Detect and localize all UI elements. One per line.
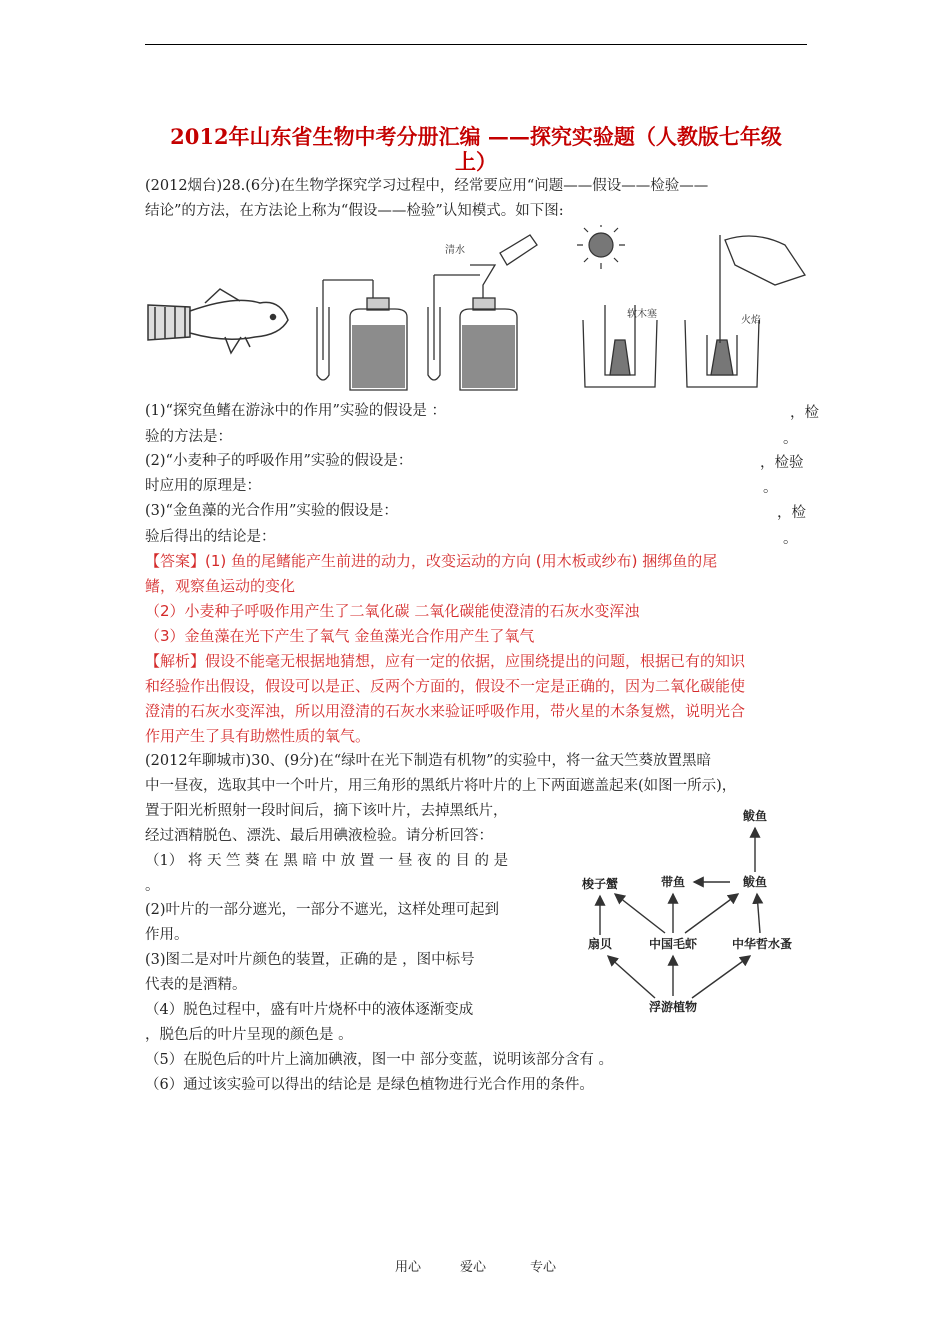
q2-line-11: （4）脱色过程中，盛有叶片烧杯中的液体逐渐变成: [145, 1002, 474, 1018]
footer-c: 专心: [530, 1260, 557, 1275]
q2-line-12: ，脱色后的叶片呈现的颜色是 。: [145, 1027, 353, 1043]
experiment-figure: [145, 225, 813, 395]
q2-line-3: 置于阳光析照射一段时间后，摘下该叶片，去掉黑纸片，: [145, 803, 508, 819]
node-row2-1: 带鱼: [660, 875, 686, 889]
q2-line-9: (3)图二是对叶片颜色的装置，正确的是 ，图中标号: [145, 952, 475, 968]
test-tube-1: [317, 280, 329, 380]
node-row3-1: 中国毛虾: [648, 937, 698, 951]
q1-s2a: (2)“小麦种子的呼吸作用”实验的假设是：: [145, 453, 413, 469]
title-line-2: 上）: [455, 149, 497, 174]
q1-s3a-end: ，检: [777, 505, 806, 521]
food-web-diagram: [570, 800, 810, 1025]
answer-line-3: （2）小麦种子呼吸作用产生了二氧化碳 二氧化碳能使澄清的石灰水变浑浊: [145, 602, 640, 620]
q1-s1a-end: ，检: [790, 405, 819, 421]
q1-s1a: (1)“探究鱼鳍在游泳中的作用”实验的假设是 ：: [145, 403, 446, 419]
footer-b: 爱心: [460, 1260, 487, 1275]
explanation-line-1: 【解析】假设不能毫无根据地猜想，应有一定的依据，应围绕提出的问题，根据已有的知识: [145, 652, 746, 670]
node-row3-0: 扇贝: [587, 937, 613, 951]
node-row2-0: 梭子蟹: [581, 877, 619, 891]
answer-line-4: （3）金鱼藻在光下产生了氧气 金鱼藻光合作用产生了氧气: [145, 627, 535, 645]
q1-intro-2: 结论”的方法，在方法论上称为“假设——检验”认知模式。如下图:: [145, 203, 564, 219]
explanation-line-2: 和经验作出假设，假设可以是正、反两个方面的，假设不一定是正确的，因为二氧化碳能使: [145, 677, 746, 695]
q1-s1b-end: 。: [783, 431, 798, 447]
q2-line-10: 代表的是酒精。: [145, 977, 247, 993]
q2-line-4: 经过酒精脱色、漂洗、最后用碘液检验。请分析回答：: [145, 828, 493, 844]
sun-icon: [577, 225, 625, 269]
q1-s2b-end: 。: [763, 480, 778, 496]
q1-s2a-end: ，检验: [760, 455, 804, 471]
q1-s1b: 验的方法是：: [145, 429, 232, 445]
answer-line-2: 鳍，观察鱼运动的变化: [145, 577, 296, 595]
node-base: 浮游植物: [648, 1000, 698, 1014]
q2-line-1: (2012年聊城市)30、(9分)在“绿叶在光下制造有机物”的实验中，将一盆天竺葵放置黑暗: [145, 753, 712, 769]
label-cork: 软木塞: [627, 309, 657, 320]
q2-line-2: 中一昼夜，选取其中一个叶片，用三角形的黑纸片将叶片的上下两面遮盖起来(如图一所示)，: [145, 778, 737, 794]
q2-line-7: (2)叶片的一部分遮光，一部分不遮光，这样处理可起到: [145, 902, 500, 918]
q1-s3b-end: 。: [783, 531, 798, 547]
q2-line-14: （6）通过该实验可以得出的结论是 是绿色植物进行光合作用的条件。: [145, 1077, 594, 1093]
footer-a: 用心: [395, 1260, 422, 1275]
beaker-2: [685, 235, 805, 387]
q2-line-13: （5）在脱色后的叶片上滴加碘液，图一中 部分变蓝，说明该部分含有 。: [145, 1052, 613, 1068]
answer-line-1: 【答案】(1) 鱼的尾鳍能产生前进的动力，改变运动的方向 (用木板或纱布) 捆绑鱼的尾: [145, 552, 718, 570]
q1-s3b: 验后得出的结论是：: [145, 529, 276, 545]
title-line-1: 2012年山东省生物中考分册汇编 ——探究实验题（人教版七年级: [170, 124, 782, 149]
q2-line-6: 。: [145, 878, 160, 894]
label-flame: 火焰: [741, 315, 761, 326]
node-row3-2: 中华哲水蚤: [731, 937, 793, 951]
header-rule: [145, 44, 807, 45]
node-top: 鲅鱼: [742, 809, 768, 823]
q1-s2b: 时应用的原理是：: [145, 478, 261, 494]
seed-bottle-1: [323, 280, 407, 390]
q1-s3a: (3)“金鱼藻的光合作用”实验的假设是：: [145, 503, 398, 519]
q1-intro-1: (2012烟台)28.(6分)在生物学探究学习过程中，经常要应用“问题——假设——检验——: [145, 178, 709, 194]
explanation-line-4: 作用产生了具有助燃性质的氧气。: [145, 727, 371, 745]
q2-line-8: 作用。: [145, 927, 189, 943]
q2-line-5: （1） 将 天 竺 葵 在 黑 暗 中 放 置 一 昼 夜 的 目 的 是: [145, 853, 509, 869]
explanation-line-3: 澄清的石灰水变浑浊，所以用澄清的石灰水来验证呼吸作用，带火星的木条复燃，说明光合: [145, 702, 746, 720]
seed-bottle-2: [460, 235, 537, 390]
fish-illustration: [148, 289, 288, 353]
label-water: 清水: [445, 245, 465, 256]
node-row2-2: 鲅鱼: [742, 875, 768, 889]
page-title: [140, 124, 812, 174]
